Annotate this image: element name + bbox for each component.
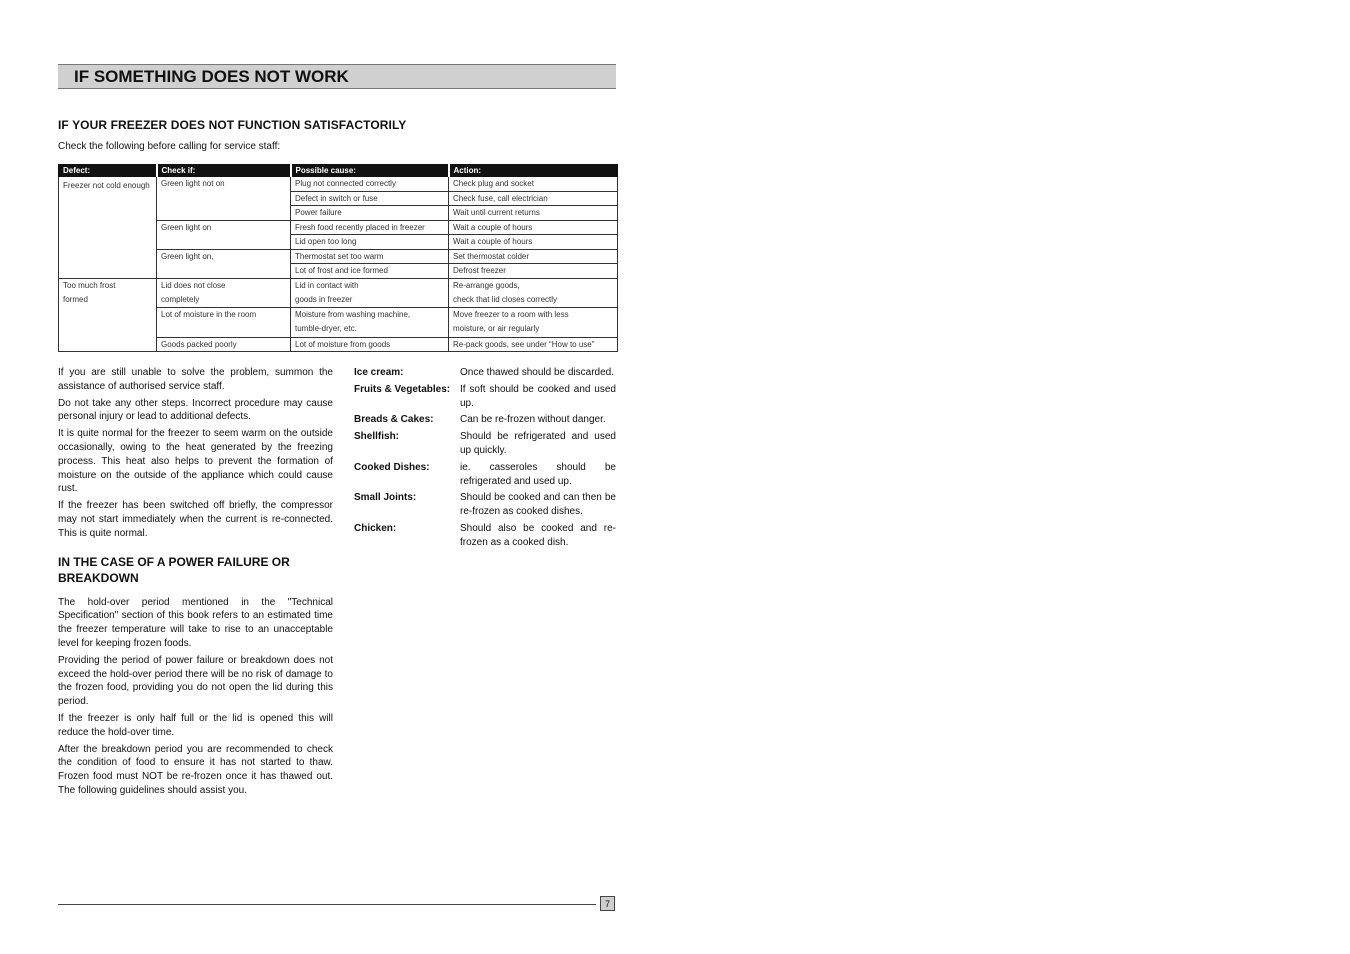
guideline-food: Ice cream: <box>354 367 404 378</box>
page-number: 7 <box>600 896 615 911</box>
cause-line: Lid in contact with <box>295 280 359 290</box>
page-title-bar <box>58 64 616 89</box>
footer-rule <box>58 904 596 905</box>
check-cell: Green light not on <box>157 177 291 221</box>
guideline-food: Breads & Cakes: <box>354 414 434 426</box>
cause-line: tumble-dryer, etc. <box>295 324 357 334</box>
guideline-food: Chicken: <box>354 522 397 534</box>
paragraph: After the breakdown period you are recommended to check the condition of food to ensure it has not started to thaw. Frozen food must NOT be re-frozen once it has thawed out. The following guidelines should assist you. <box>58 743 333 796</box>
guideline-text: ie. casseroles should be refrigerated and used up. <box>460 461 616 487</box>
cause-cell: Thermostat set too warm <box>291 249 449 264</box>
action-cell <box>449 278 618 308</box>
paragraph: The hold-over period mentioned in the "Technical Specification" section of this book refers to an estimated time the freezer temperature will take to rise to an unacceptable level for keeping frozen foods. <box>58 596 333 649</box>
guideline-text: Once thawed should be discarded. <box>460 367 614 378</box>
cause-cell: Lot of frost and ice formed <box>291 264 449 279</box>
header-cause: Possible cause: <box>291 165 449 177</box>
guideline-row <box>354 461 616 489</box>
defect-line: formed <box>63 294 88 304</box>
action-line: check that lid closes correctly <box>453 294 558 304</box>
check-cell: Green light on <box>157 220 291 249</box>
guideline-row <box>354 522 616 550</box>
check-cell <box>157 308 291 338</box>
action-cell: Re-pack goods, see under “How to use” <box>449 337 618 352</box>
table-row <box>59 278 618 308</box>
action-cell: Wait until current returns <box>449 206 618 221</box>
cause-cell: Power failure <box>291 206 449 221</box>
guideline-text: Can be re-frozen without danger. <box>460 414 606 426</box>
cause-line: Moisture from washing machine, <box>295 310 411 320</box>
paragraph: Providing the period of power failure or breakdown does not exceed the hold-over period there will be no risk of damage to the frozen food, providing you do not open the lid during this period. <box>58 654 333 708</box>
paragraph: It is quite normal for the freezer to seem warm on the outside occasionally, owing to the heat generated by the freezing process. This heat also helps to prevent the formation of moisture on the outside of the appliance which could cause rust. <box>58 428 333 495</box>
check-line: Lid does not close <box>161 280 226 290</box>
table-row <box>59 177 618 192</box>
guideline-row <box>354 413 616 427</box>
guideline-food: Cooked Dishes: <box>354 461 430 473</box>
cause-cell <box>291 308 449 338</box>
cause-cell: Plug not connected correctly <box>291 177 449 192</box>
header-check: Check if: <box>157 165 291 177</box>
action-cell: Wait a couple of hours <box>449 220 618 235</box>
action-line: Re-arrange goods, <box>453 280 520 290</box>
header-action: Action: <box>449 165 618 177</box>
left-text-column <box>58 366 333 801</box>
paragraph: If you are still unable to solve the problem, summon the assistance of authorised service staff. <box>58 367 333 392</box>
action-cell: Set thermostat colder <box>449 249 618 264</box>
guideline-text: Should also be cooked and re-frozen as a cooked dish. <box>460 522 616 548</box>
guideline-row <box>354 491 616 519</box>
power-failure-heading: IN THE CASE OF A POWER FAILURE OR BREAKDOWN <box>58 554 290 585</box>
paragraph: If the freezer is only half full or the lid is opened this will reduce the hold-over time. <box>58 712 333 738</box>
action-cell: Defrost freezer <box>449 264 618 279</box>
intro-text: Check the following before calling for service staff: <box>58 141 281 152</box>
guideline-food: Shellfish: <box>354 431 400 443</box>
cause-cell: Fresh food recently placed in freezer <box>291 220 449 235</box>
guideline-text: Should be cooked and can then be re-frozen as cooked dishes. <box>460 492 616 518</box>
action-cell: Check plug and socket <box>449 177 618 192</box>
cause-line: goods in freezer <box>295 294 353 304</box>
cause-cell: Lot of moisture from goods <box>291 337 449 352</box>
action-cell: Wait a couple of hours <box>449 235 618 250</box>
table-header-row <box>59 165 618 177</box>
guideline-text: Should be refrigerated and used up quickly. <box>460 431 616 456</box>
cause-cell <box>291 278 449 308</box>
header-defect: Defect: <box>59 165 157 177</box>
action-line: Move freezer to a room with less <box>453 310 569 320</box>
guideline-row <box>354 366 616 380</box>
action-cell <box>449 308 618 338</box>
check-line: Lot of moisture in the room <box>161 310 257 320</box>
page-title: IF SOMETHING DOES NOT WORK <box>74 67 349 86</box>
cause-cell: Defect in switch or fuse <box>291 191 449 206</box>
check-cell: Green light on, <box>157 249 291 278</box>
defect-cell: Freezer not cold enough <box>59 177 157 279</box>
guideline-row <box>354 383 616 411</box>
guideline-food: Small Joints: <box>354 492 417 504</box>
section-subheading: IF YOUR FREEZER DOES NOT FUNCTION SATISFACTORILY <box>58 118 407 132</box>
guideline-text: If soft should be cooked and used up. <box>460 383 616 409</box>
guideline-row <box>354 430 616 458</box>
check-line: completely <box>161 294 200 304</box>
defect-cell <box>59 278 157 352</box>
troubleshooting-table <box>58 164 618 352</box>
action-cell: Check fuse, call electrician <box>449 191 618 206</box>
guideline-food: Fruits & Vegetables: <box>354 383 451 395</box>
action-line: moisture, or air regularly <box>453 324 540 334</box>
check-cell: Goods packed poorly <box>157 337 291 352</box>
cause-cell: Lid open too long <box>291 235 449 250</box>
paragraph: If the freezer has been switched off briefly, the compressor may not start immediately when the current is re-connected. This is quite normal. <box>58 500 333 539</box>
food-guidelines <box>354 366 616 553</box>
paragraph: Do not take any other steps. Incorrect procedure may cause personal injury or lead to additional defects. <box>58 397 333 423</box>
defect-line: Too much frost <box>63 280 116 290</box>
check-cell <box>157 278 291 308</box>
